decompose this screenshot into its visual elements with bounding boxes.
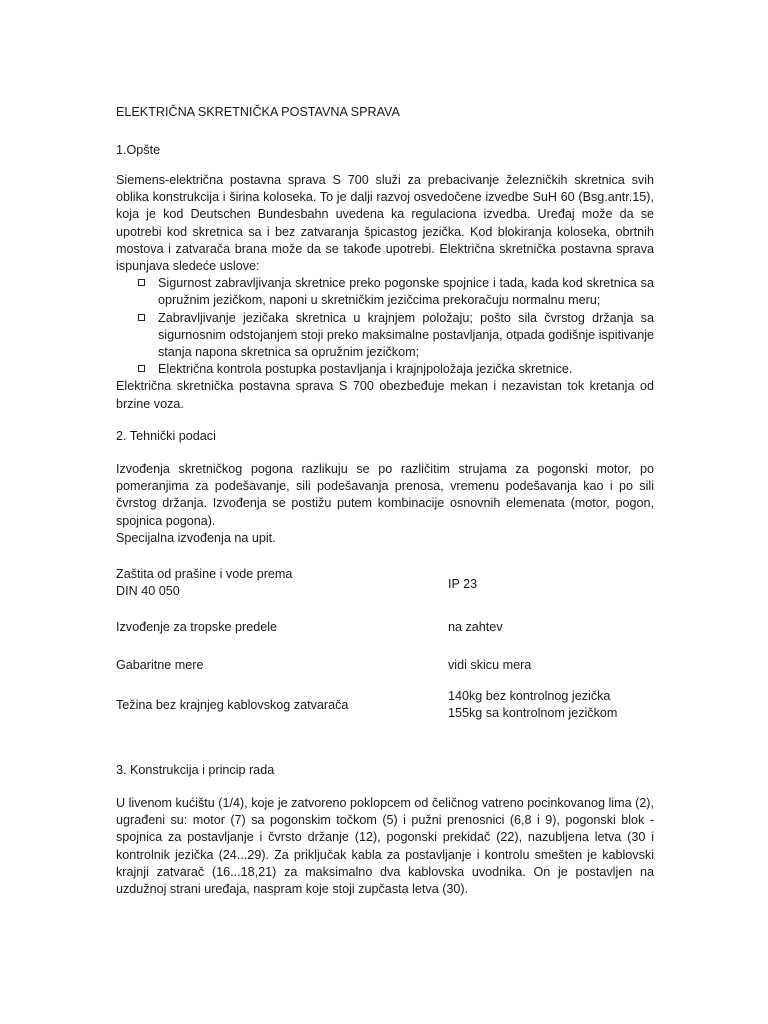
list-item-text: Zabravljivanje jezičaka skretnica u krajnjem položaju; pošto sila čvrstog držanja sa sigurnosnim odstojanjem stoji preko maksimalne postavljanja, otpada godišnje ispitivanje stanja napona skretnica sa opružnim jezičkom;: [158, 310, 654, 360]
spec-label-line: Izvođenje za tropske predele: [116, 620, 278, 634]
section-1-closing: Električna skretnička postavna sprava S 700 obezbeđuje mekan i nezavistan tok kretanja od brzine voza.: [116, 379, 654, 411]
spec-value-line: 140kg bez kontrolnog jezička: [448, 689, 611, 703]
section-2-note: Specijalna izvođenja na upit.: [116, 530, 276, 545]
section-1-heading: 1.Opšte: [116, 143, 161, 157]
list-item: [116, 361, 654, 378]
section-1-body: [116, 172, 654, 413]
document-title: ELEKTRIČNA SKRETNIČKA POSTAVNA SPRAVA: [116, 105, 400, 119]
list-item: [116, 275, 654, 309]
spec-value-line: 155kg sa kontrolnom jezičkom: [448, 706, 618, 721]
spec-label-line: DIN 40 050: [116, 584, 180, 599]
section-3-heading: 3. Konstrukcija i princip rada: [116, 763, 275, 777]
conditions-list: [116, 275, 654, 378]
spec-value-line: na zahtev: [448, 620, 503, 634]
list-item-text: Sigurnost zabravljivanja skretnice preko pogonske spojnice i tada, kada kod skretnica sa opružnim jezičkom, naponi u skretničkim jezičcima prekoračuju normalnu meru;: [158, 276, 654, 308]
spec-value: [448, 576, 658, 593]
spec-value-line: IP 23: [448, 577, 478, 591]
spec-value: [448, 619, 658, 636]
spec-label: [116, 657, 204, 674]
checkbox-bullet-icon: [138, 314, 145, 321]
spec-value: [448, 657, 658, 674]
section-2-heading: 2. Tehnički podaci: [116, 429, 216, 443]
list-item-text: Električna kontrola postupka postavljanja i krajnjpoložaja jezička skretnice.: [158, 362, 573, 377]
checkbox-bullet-icon: [138, 279, 145, 286]
spec-label-line: Gabaritne mere: [116, 658, 204, 672]
spec-label-line: Zaštita od prašine i vode prema: [116, 567, 293, 581]
section-1-intro: Siemens-električna postavna sprava S 700 služi za prebacivanje železničkih skretnica svih oblika konstrukcija i širina koloseka. To je dalji razvoj osvedočene izvedbe SuH 60 (Bsg.antr.15), koja je kod Deutschen Bundesbahn uvedena ka regulaciona izvedba. Uređaj može da se upotrebi kod skretnica sa i bez zatvaranja špicastog jezička. Kod blokiranja koloseka, obrtnih mostova i zatvarača brana može da se takođe upotrebi. Električna skretnička postavna sprava ispunjava sledeće uslove:: [116, 173, 654, 274]
section-3-paragraph: U livenom kućištu (1/4), koje je zatvoreno poklopcem od čeličnog vatreno pocinkovanog lima (2), ugrađeni su: motor (7) sa pogonskim točkom (5) i pužni prenosnici (6,8 i 9), pogonski blok - spojnica za postavljanje i čvrsto držanje (12), pogonski prekidač (22), nazubljena letva (30 i kontrolnik jezička (24...29). Za priključak kabla za postavljanje i kontrolu smešten je kablovski krajnji zatvarač (16...18,21) za maksimalno dva kablovska uvodnika. On je postavljen na uzdužnoj strani uređaja, naspram koje stoji zupčasta letva (30).: [116, 796, 654, 897]
spec-label: [116, 697, 348, 714]
spec-label-line: Težina bez krajnjeg kablovskog zatvarača: [116, 698, 349, 712]
section-2-body: [116, 461, 654, 547]
list-item: [116, 310, 654, 362]
spec-value-line: vidi skicu mera: [448, 658, 532, 672]
spec-label: [116, 619, 277, 636]
checkbox-bullet-icon: [138, 365, 145, 372]
spec-label: [116, 566, 292, 600]
spec-value: [448, 688, 658, 722]
section-2-paragraph: Izvođenja skretničkog pogona razlikuju se po različitim strujama za pogonski motor, po pomeranjima za podešavanje, sili podešavanja prenosa, vremenu podešavanja kao i po sili čvrstog držanja. Izvođenja se postižu putem kombinacije osnovnih elemenata (motor, pogon, spojnica pogona).: [116, 462, 654, 528]
